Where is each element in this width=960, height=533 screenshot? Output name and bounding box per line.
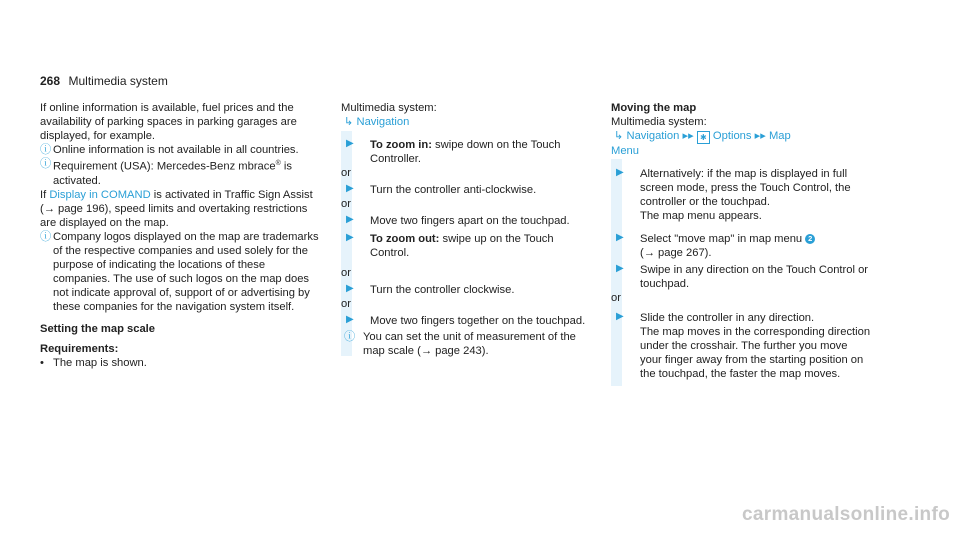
note-online-text: Online information is not available in all countries. [53, 144, 299, 156]
requirement-item-text: The map is shown. [53, 356, 147, 369]
step-fingers-apart: ▶ Move two fingers apart on the touchpad. [341, 214, 591, 228]
note-requirement-text: Requirement (USA): Mercedes-Benz mbrace® is activated. [53, 160, 292, 187]
section-heading-moving-map: Moving the map [611, 102, 697, 114]
step-zoom-out: ▶ To zoom out: swipe up on the Touch Control. [341, 232, 591, 260]
step-fingers-together: ▶ Move two fingers together on the touchpad. [341, 314, 591, 328]
requirements-label: Requirements: [40, 342, 119, 355]
chevron-right-icon: ▸▸ [754, 130, 766, 142]
note-logos [40, 230, 325, 314]
bullet-icon: • [40, 356, 44, 369]
page-number: 268 [40, 74, 61, 88]
requirement-item [40, 356, 325, 370]
path-menu[interactable]: Menu [611, 145, 639, 157]
step-arrow-icon: ▶ [616, 167, 624, 178]
intro-text: If online information is available, fuel prices and the availability of parking spaces in parking garages are displayed, for example. [40, 102, 297, 142]
path-navigation[interactable]: ↳ Navigation [344, 116, 410, 128]
info-icon: ⓘ [40, 144, 52, 156]
path-label: Multimedia system: [341, 102, 437, 114]
chevron-right-icon: ▸▸ [682, 130, 694, 142]
traffic-sign-text: If Display in COMAND is activated in Traffic Sign Assist (→ page 196), speed limits and overtaking restrictions are displayed on the map. [40, 188, 313, 229]
step-arrow-icon: ▶ [616, 263, 624, 274]
note-requirement [40, 157, 325, 188]
info-icon: ⓘ [40, 158, 52, 170]
step-clockwise: ▶ Turn the controller clockwise. [341, 283, 591, 297]
display-in-comand-link[interactable]: Display in COMAND [49, 188, 151, 201]
column-3 [611, 101, 871, 381]
column-1 [40, 101, 325, 370]
note-online [40, 143, 325, 157]
note-logos-text: Company logos displayed on the map are trademarks of the respective companies and used solely for the purpose of indicating the locations of these companies. The use of such logos on the map does not indicate approval of, support of or advertising by these companies for the navigation system itself. [53, 230, 319, 313]
or-label: or [341, 198, 351, 210]
step-arrow-icon: ▶ [346, 232, 354, 243]
watermark: carmanualsonline.info [742, 504, 950, 525]
step-arrow-icon: ▶ [346, 138, 354, 149]
column-2 [341, 101, 591, 358]
step-arrow-icon: ▶ [616, 232, 624, 243]
step-arrow-icon: ▶ [346, 183, 354, 194]
gear-icon: ✱ [697, 131, 710, 144]
submenu-arrow-icon: ↳ [344, 116, 354, 128]
path-label: Multimedia system: [611, 116, 707, 128]
or-label: or [341, 167, 351, 179]
step-slide-controller: ▶ Slide the controller in any direction. The map moves in the corresponding direction under the crosshair. The further you move your finger away from the starting position on the touchpad, the faster the map moves. [611, 311, 871, 381]
callout-badge: 2 [805, 234, 815, 244]
note-map-scale: ⓘ You can set the unit of measurement of the map scale (→ page 243). [341, 330, 591, 358]
step-swipe: ▶ Swipe in any direction on the Touch Control or touchpad. [611, 263, 871, 291]
step-anticlockwise: ▶ Turn the controller anti-clockwise. [341, 183, 591, 197]
step-arrow-icon: ▶ [346, 314, 354, 325]
step-arrow-icon: ▶ [346, 214, 354, 225]
or-label: or [341, 298, 351, 310]
step-select-move-map: ▶ Select "move map" in map menu 2 (→ page 267). [611, 232, 871, 260]
page-header [40, 72, 168, 90]
or-label: or [341, 267, 351, 279]
page-header-title: Multimedia system [68, 74, 168, 88]
path-navigation-options-map[interactable]: ↳ Navigation ▸▸ ✱ Options ▸▸ Map [614, 130, 791, 142]
info-icon: ⓘ [344, 331, 356, 343]
step-arrow-icon: ▶ [346, 283, 354, 294]
info-icon: ⓘ [40, 230, 52, 243]
step-arrow-icon: ▶ [616, 311, 624, 322]
section-heading-map-scale: Setting the map scale [40, 322, 156, 335]
step-alternatively: ▶ Alternatively: if the map is displayed in full screen mode, press the Touch Control, the controller or the touchpad. The map menu appears. [611, 167, 871, 223]
or-label: or [611, 292, 621, 304]
submenu-arrow-icon: ↳ [614, 130, 624, 142]
step-zoom-in: ▶ To zoom in: swipe down on the Touch Controller. [341, 138, 591, 166]
